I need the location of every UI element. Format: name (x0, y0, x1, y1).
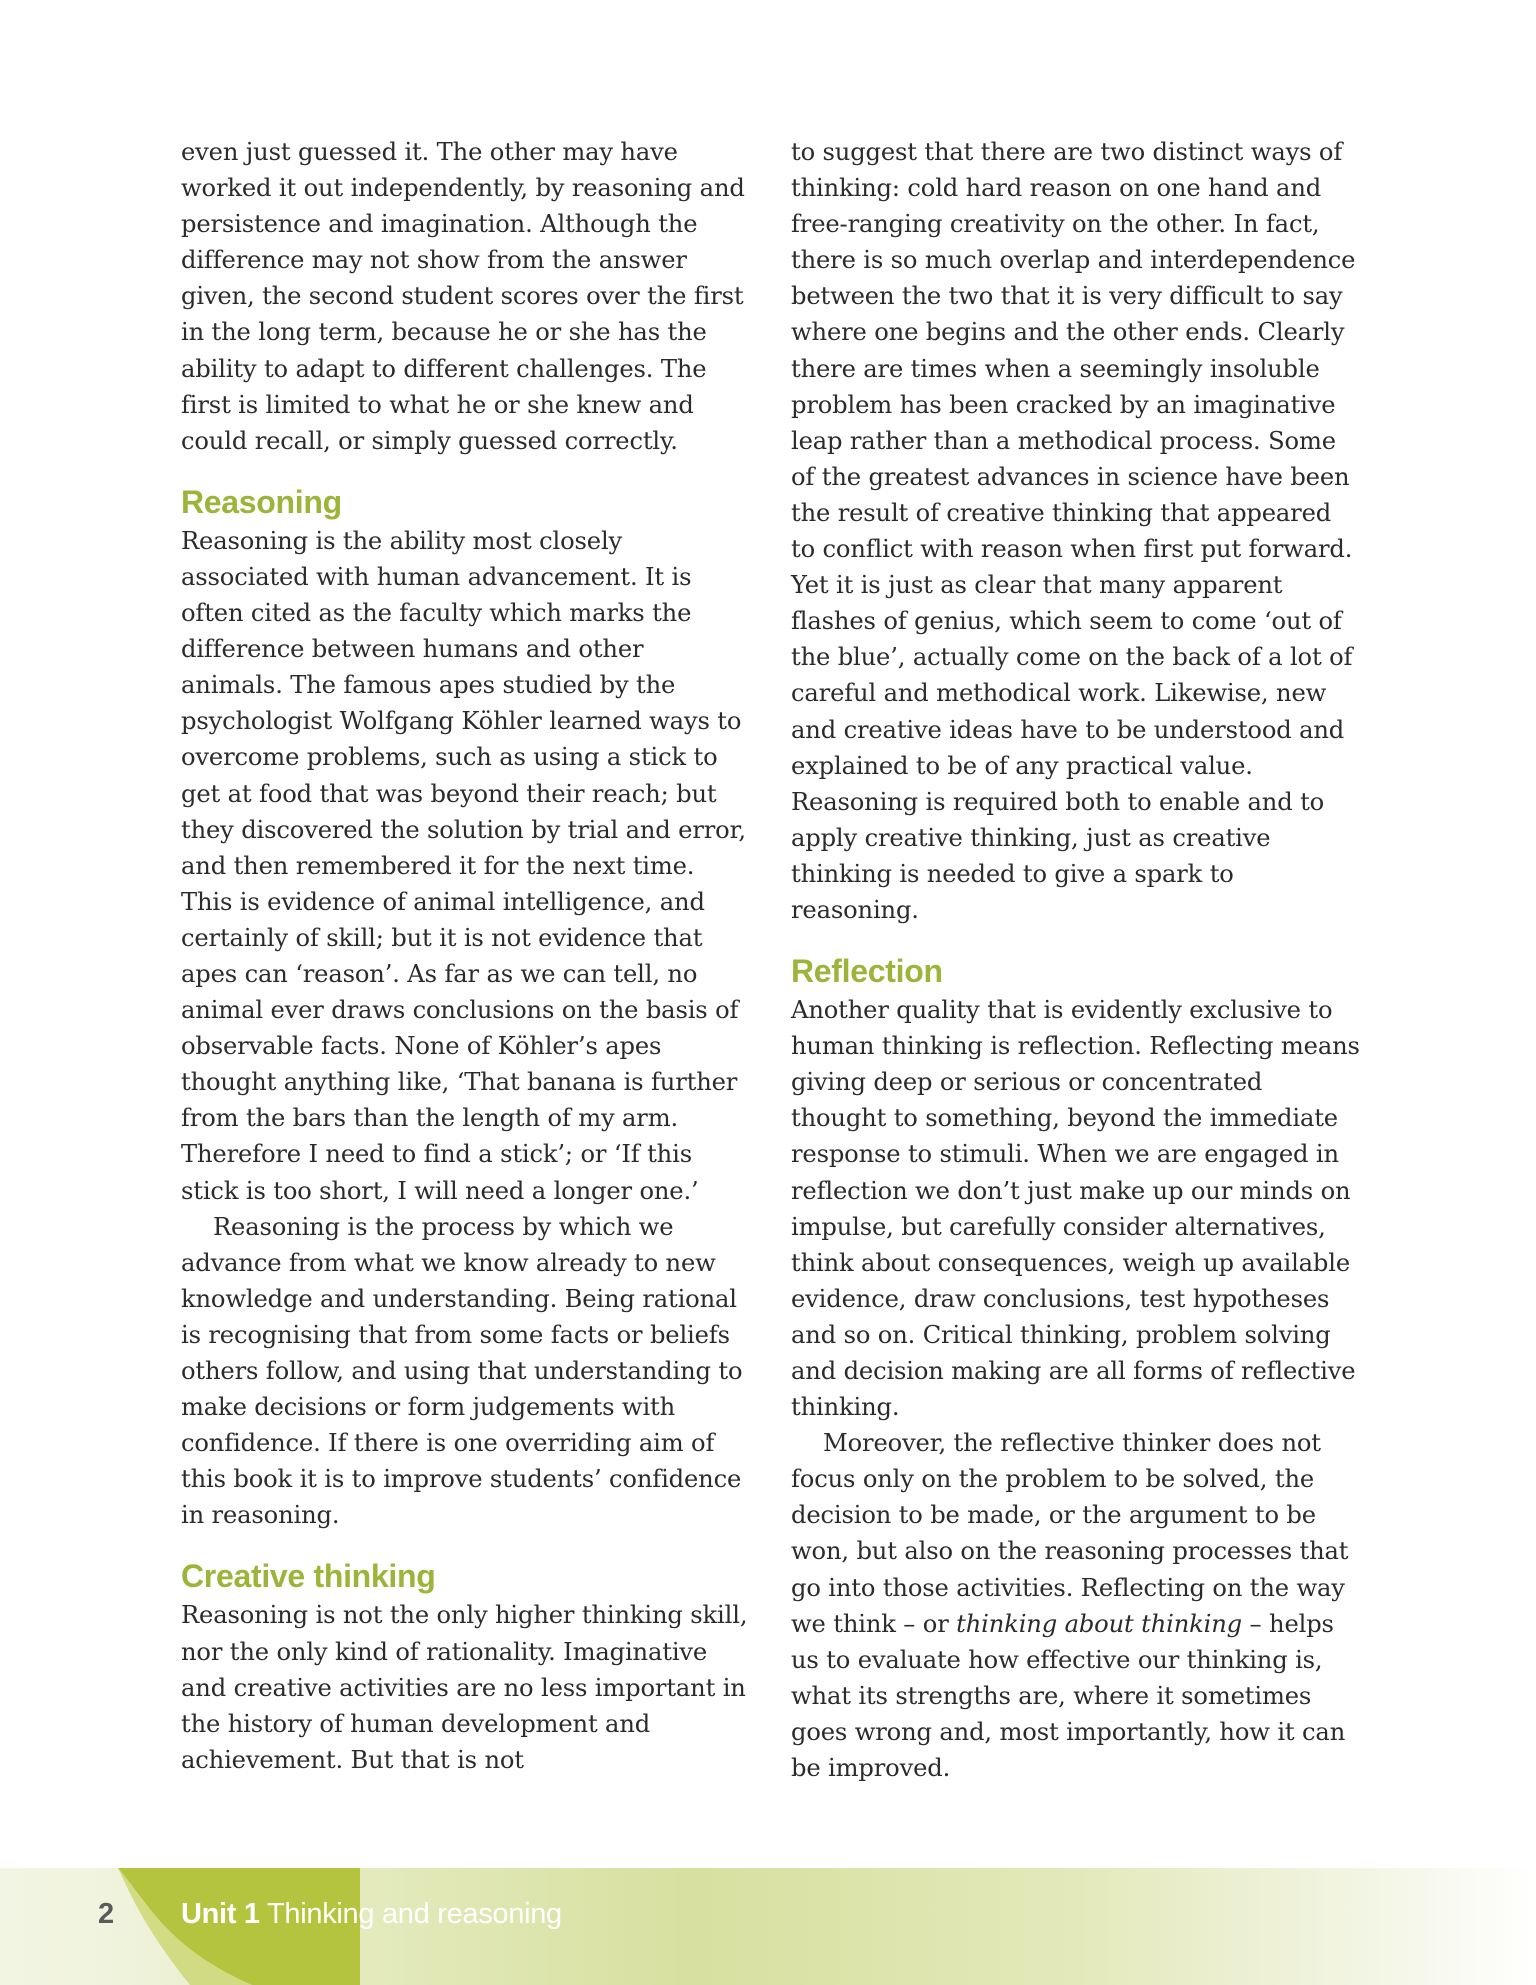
paragraph-creative-continued: to suggest that there are two distinct ways of thinking: cold hard reason on one hand and free-ranging creativity on the other. In fact, there is so much overlap and interdependence between the two that it is very difficult to say where one begins and the other ends. Clearly there are times when a seemingly insoluble problem has been cracked by an imaginative leap rather than a methodical process. Some of the greatest advances in science have been the result of creative thinking that appeared to conflict with reason when first put forward. Yet it is just as clear that many apparent flashes of genius, which seem to come ‘out of the blue’, actually come on the back of a lot of careful and methodical work. Likewise, new and creative ideas have to be understood and explained to be of any practical value. Reasoning is required both to enable and to apply creative thinking, just as creative thinking is needed to give a spark to reasoning. (791, 138, 1356, 924)
paragraph-creative-thinking: Reasoning is not the only higher thinking skill, nor the only kind of rationality. Imaginative and creative activities are no less important in the history of human development and achievement. But that is not (181, 1601, 748, 1774)
left-column (181, 134, 751, 1778)
paragraph-reflection-2 (791, 1425, 1361, 1786)
right-column (791, 134, 1361, 1786)
paragraph-reflection-1: Another quality that is evidently exclusive to human thinking is reflection. Reflecting means giving deep or serious or concentrated thought to something, beyond the immediate response to stimuli. When we are engaged in reflection we don’t just make up our minds on impulse, but carefully consider alternatives, think about consequences, weigh up available evidence, draw conclusions, test hypotheses and so on. Critical thinking, problem solving and decision making are all forms of reflective thinking. (791, 996, 1360, 1422)
paragraph-reasoning-1: Reasoning is the ability most closely associated with human advancement. It is often cited as the faculty which marks the difference between humans and other animals. The famous apes studied by the psychologist Wolfgang Köhler learned ways to overcome problems, such as using a stick to get at food that was beyond their reach; but they discovered the solution by trial and error, and then remembered it for the next time. This is evidence of animal intelligence, and certainly of skill; but it is not evidence that apes can ‘reason’. As far as we can tell, no animal ever draws conclusions on the basis of observable facts. None of Köhler’s apes thought anything like, ‘That banana is further from the bars than the length of my arm. Therefore I need to find a stick’; or ‘If this stick is too short, I will need a longer one.’ (181, 526, 746, 1205)
reflection-text-italic: thinking about thinking (956, 1609, 1242, 1638)
paragraph-reasoning-2: Reasoning is the process by which we advance from what we know already to new knowledge and understanding. Being rational is recognising that from some facts or beliefs others follow, and using that understanding to make decisions or form judgements with confidence. If there is one overriding aim of this book it is to improve students’ confidence in reasoning. (181, 1212, 743, 1530)
page-number: 2 (98, 1898, 115, 1930)
reflection-text-end: – helps us to evaluate how effective our thinking is, what its strengths are, where it sometimes goes wrong and, most importantly, how it can be improved. (791, 1609, 1346, 1783)
unit-number: Unit 1 (181, 1898, 260, 1930)
unit-title: Thinking and reasoning (267, 1898, 562, 1930)
heading-creative-thinking: Creative thinking (181, 1558, 436, 1595)
unit-label (181, 1898, 562, 1931)
paragraph-intro-continued: even just guessed it. The other may have worked it out independently, by reasoning and persistence and imagination. Although the difference may not show from the answer given, the second student scores over the first in the long term, because he or she has the ability to adapt to different challenges. The first is limited to what he or she knew and could recall, or simply guessed correctly. (181, 138, 745, 455)
reflection-text-start: Moreover, the reflective thinker does not focus only on the problem to be solved, the decision to be made, or the argument to be won, but also on the reasoning processes that go into those activities. Reflecting on the way we think – or (791, 1429, 1349, 1638)
heading-reflection: Reflection (791, 953, 943, 990)
heading-reasoning: Reasoning (181, 483, 342, 520)
